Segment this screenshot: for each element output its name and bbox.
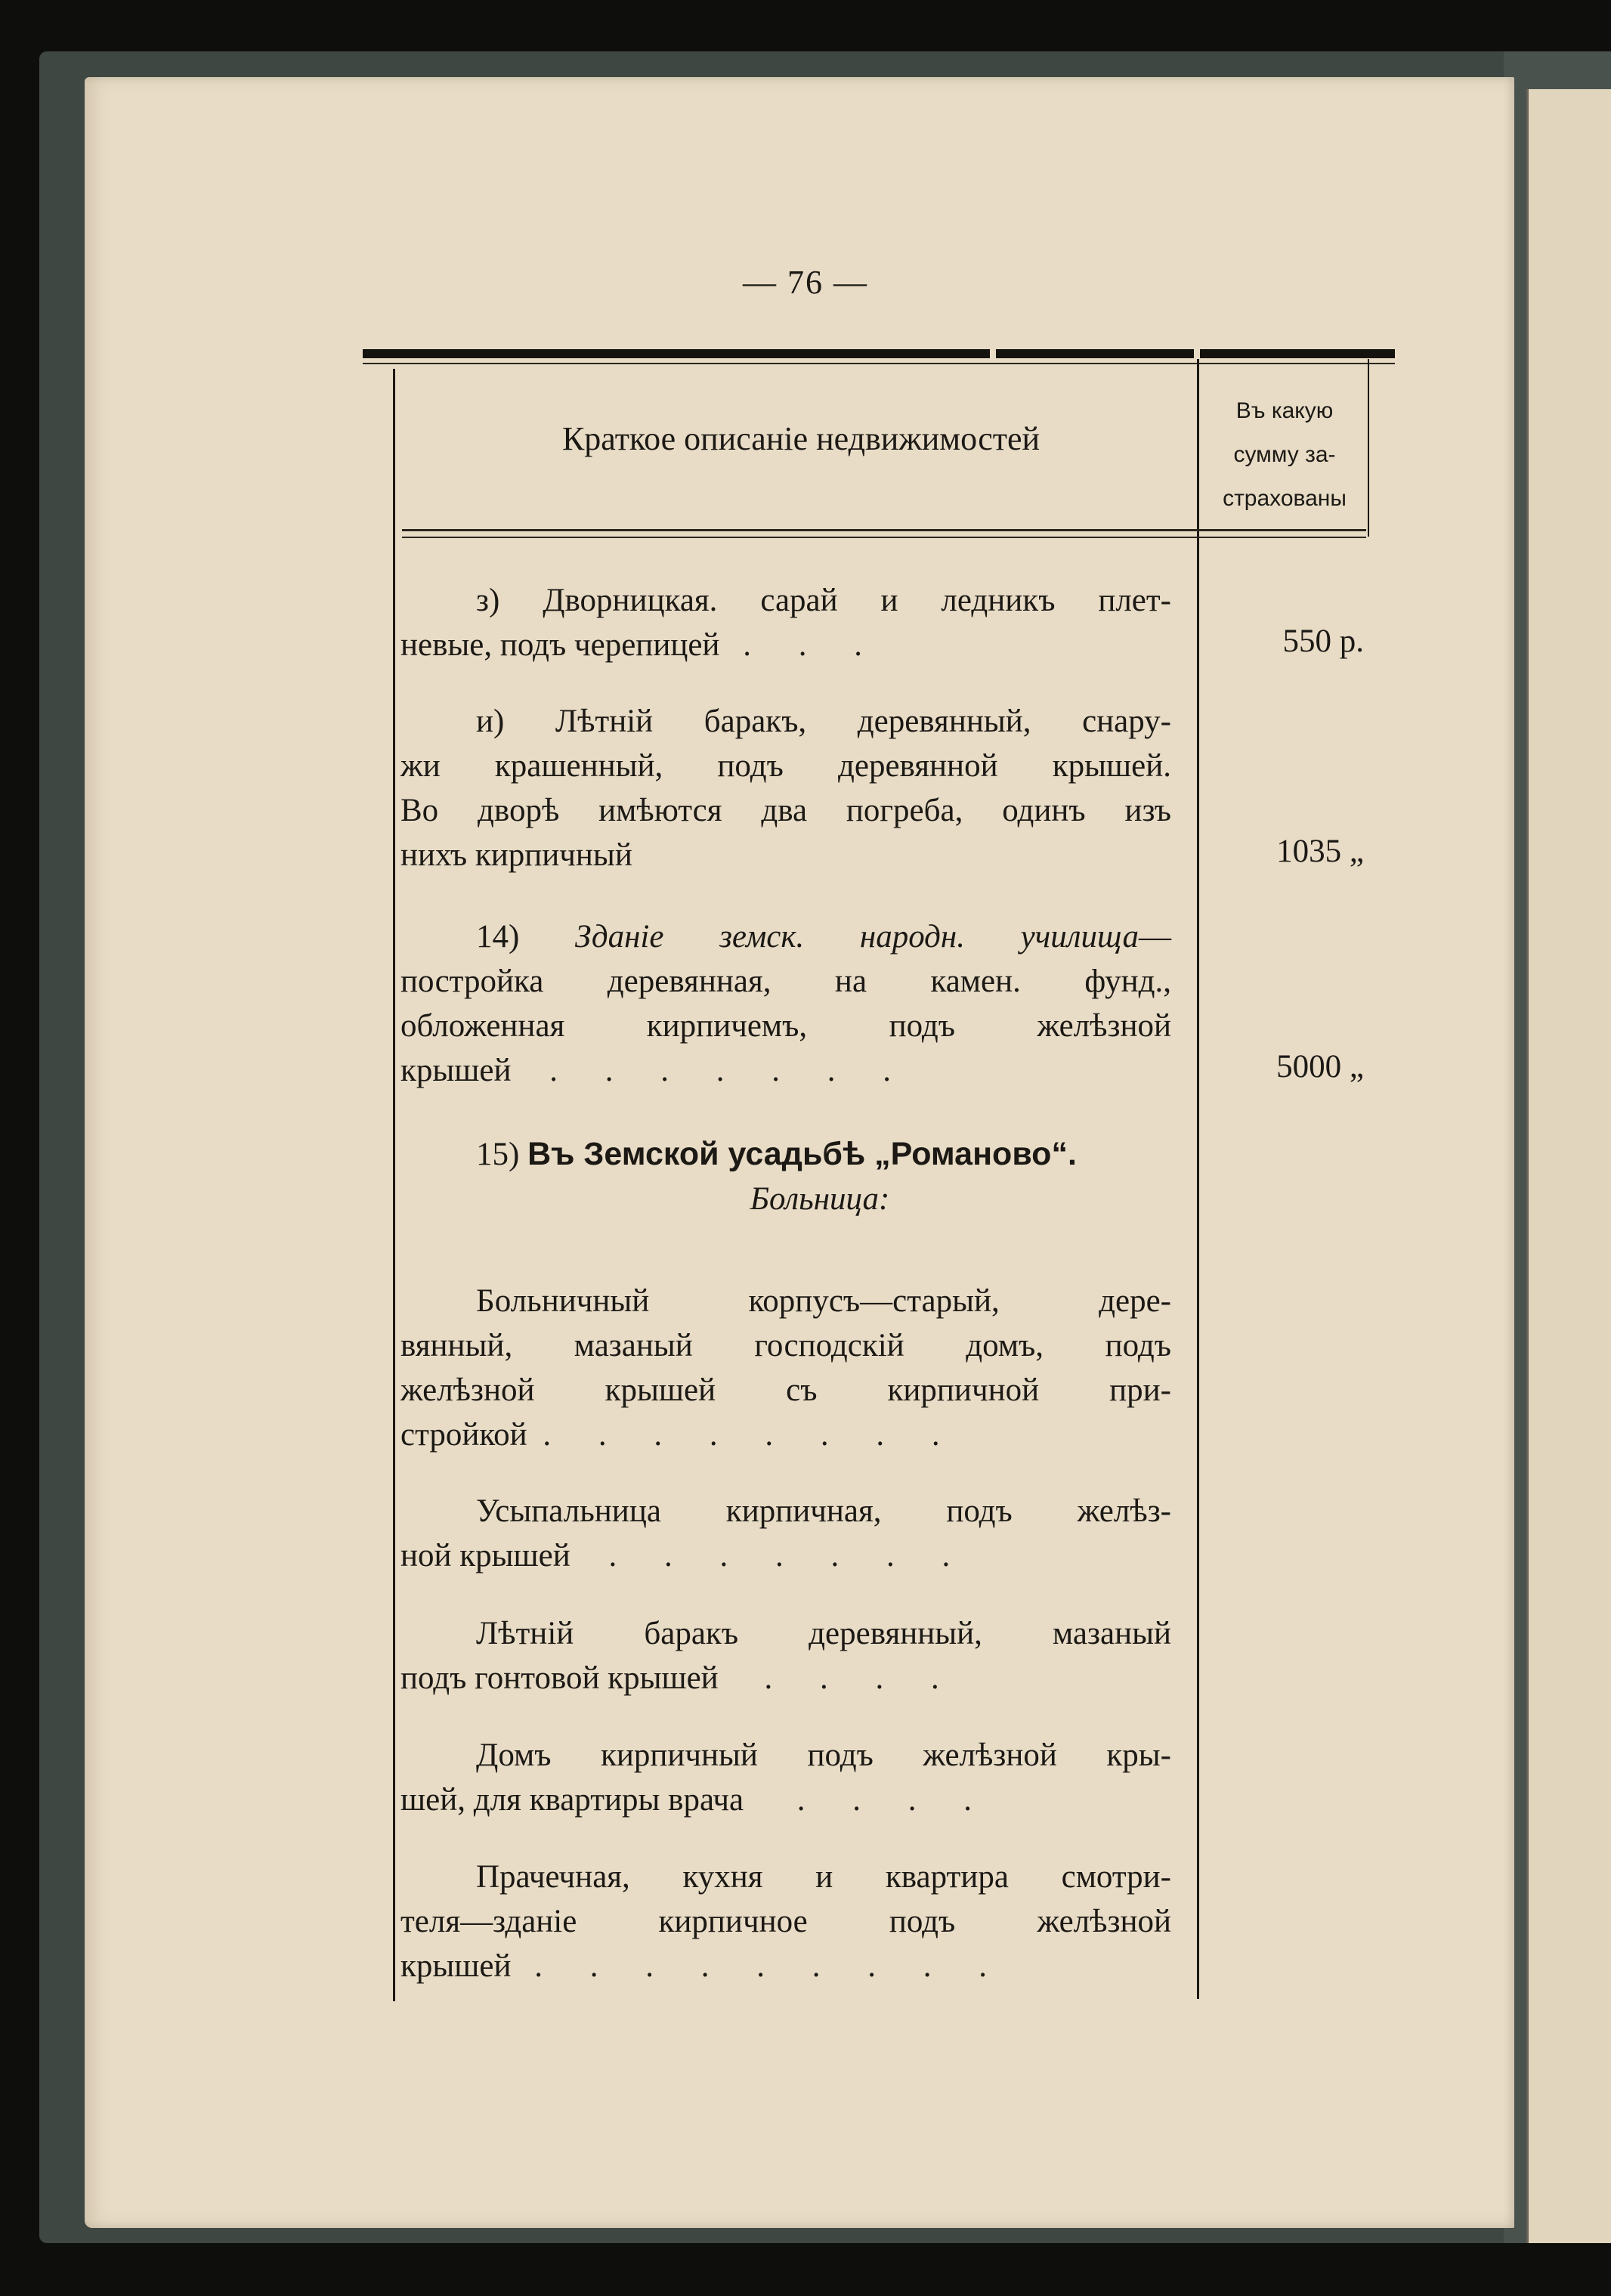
entry-line: Больничный корпусъ—старый, дере-	[476, 1283, 1171, 1319]
entry-line: жи крашенный, подъ деревянной крышей.	[400, 748, 1171, 784]
entry-line	[400, 623, 1171, 667]
entry-line: нихъ кирпичный	[400, 837, 632, 873]
leader-dots: . . . . . . . .	[543, 1417, 960, 1453]
entry-line: Во дворѣ имѣются два погреба, одинъ изъ	[400, 793, 1171, 828]
entry-laundry	[400, 1855, 1171, 1988]
header-rule-thin	[363, 363, 1395, 364]
section-subtitle: Больница:	[750, 1181, 890, 1217]
leader-dots: . . . . . . . . .	[534, 1948, 1006, 1984]
section-title: Въ Земской усадьбѣ „Романово“.	[527, 1136, 1077, 1172]
entry-line: вянный, мазаный господскій домъ, подъ	[400, 1328, 1171, 1363]
entry-line: Лѣтній баракъ деревянный, мазаный	[476, 1616, 1171, 1651]
entry-line-text: шей, для квартиры врача	[400, 1782, 744, 1818]
entry-line	[400, 1656, 1171, 1700]
entry-title: Зданіе земск. народн. училища	[574, 919, 1139, 955]
column-header-sum	[1201, 389, 1368, 521]
entry-number: 15)	[476, 1137, 520, 1172]
entry-line: Усыпальница кирпичная, подъ желѣз-	[476, 1493, 1171, 1529]
entry-line-text: стройкой	[400, 1417, 527, 1453]
header-rule-right	[1200, 349, 1395, 358]
entry-line	[400, 1048, 1171, 1093]
entry-z	[400, 578, 1171, 667]
table-left-border	[393, 369, 395, 2001]
entry-line: обложенная кирпичемъ, подъ желѣзной	[400, 1008, 1171, 1044]
header-sum-line: сумму за-	[1233, 442, 1336, 467]
entry-line	[400, 1778, 1171, 1822]
entry-barrack	[400, 1611, 1171, 1700]
page-number: — 76 —	[743, 264, 868, 301]
header-sum-line: страхованы	[1223, 486, 1347, 511]
header-bottom-rule-2	[402, 537, 1366, 538]
entry-line: Домъ кирпичный подъ желѣзной кры-	[476, 1737, 1171, 1773]
entry-line: теля—зданіе кирпичное подъ желѣзной	[400, 1904, 1171, 1939]
entry-line	[400, 914, 1171, 959]
entry-line	[400, 1944, 1171, 1988]
entry-i	[400, 699, 1171, 877]
header-rule-middle	[996, 349, 1194, 358]
entry-line: з) Дворницкая. сарай и ледникъ плет-	[476, 583, 1171, 618]
leader-dots: . . .	[743, 627, 882, 663]
header-rule-left	[363, 349, 990, 358]
entry-line	[400, 1132, 1171, 1177]
entry-line-text: невые, подъ черепицей	[400, 627, 720, 663]
header-bottom-rule	[402, 529, 1366, 531]
entry-line-text: ной крышей	[400, 1538, 570, 1573]
amount-i: 1035 „	[1276, 834, 1364, 869]
leader-dots: . . . . . . .	[549, 1053, 911, 1088]
entry-hospital	[400, 1279, 1171, 1457]
entry-dash: —	[1139, 919, 1172, 955]
amount-14: 5000 „	[1276, 1049, 1364, 1085]
entry-line: и) Лѣтній баракъ, деревянный, снару-	[476, 704, 1171, 739]
entry-line: желѣзной крышей съ кирпичной при-	[400, 1372, 1171, 1408]
entry-line	[400, 1413, 1171, 1457]
leader-dots: . . . .	[796, 1782, 992, 1818]
leader-dots: . . . .	[764, 1660, 959, 1696]
header-sum-line: Въ какую	[1235, 398, 1334, 423]
entry-line-text: подъ гонтовой крышей	[400, 1660, 719, 1696]
entry-line-text: крышей	[400, 1053, 512, 1088]
entry-tomb	[400, 1489, 1171, 1578]
entry-line-text: крышей	[400, 1948, 512, 1984]
entry-line: Прачечная, кухня и квартира смотри-	[476, 1859, 1171, 1895]
table-right-border	[1368, 359, 1369, 537]
amount-z: 550 р.	[1282, 624, 1364, 659]
leader-dots: . . . . . . .	[608, 1538, 970, 1573]
entry-15	[400, 1132, 1171, 1221]
column-header-description: Краткое описаніе недвижимостей	[561, 420, 1041, 457]
entry-line	[400, 1533, 1171, 1578]
table-column-divider	[1197, 359, 1199, 1999]
entry-line: постройка деревянная, на камен. фунд.,	[400, 964, 1171, 999]
entry-number: 14)	[476, 919, 520, 955]
entry-14	[400, 914, 1171, 1093]
next-page-edge	[1526, 89, 1611, 2243]
entry-house	[400, 1733, 1171, 1822]
